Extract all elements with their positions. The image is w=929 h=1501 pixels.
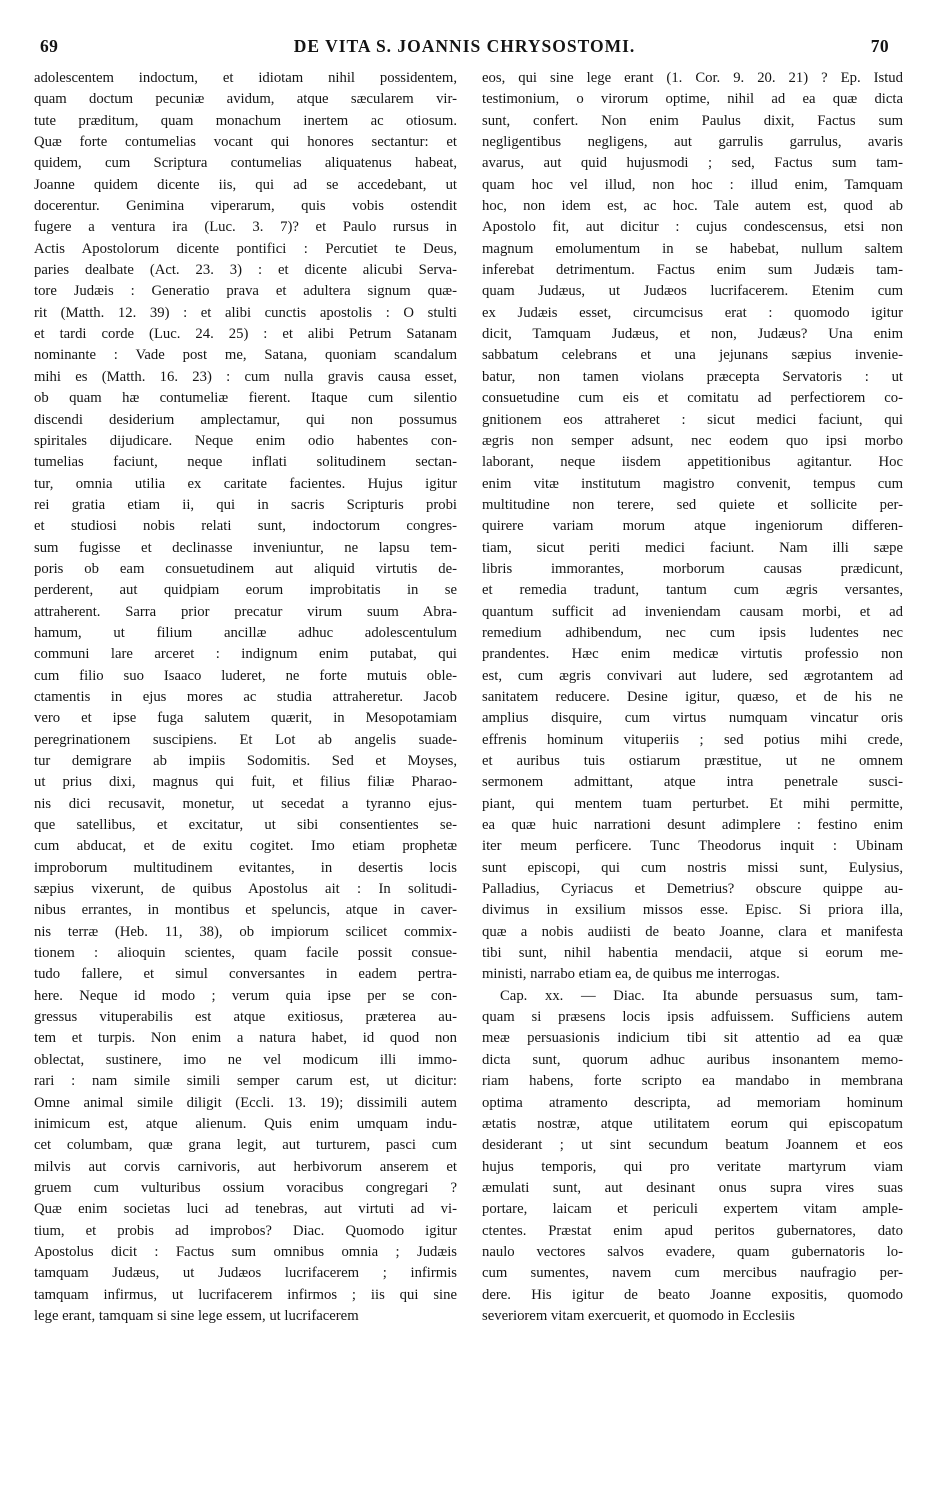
- text-line: Quæ enim societas luci ad tenebras, aut virtuti ad vi-: [34, 1201, 457, 1218]
- text-line: tamquam infirmus, ut lucrifacerem infirmos ; iis qui sine: [34, 1286, 457, 1303]
- text-line: et auribus tuis ostiarum præstitue, ut ne omnem: [482, 753, 903, 769]
- text-line: æmulati sunt, aut desinant onus supra vires suas: [482, 1179, 903, 1196]
- text-line: sunt, confert. Non enim Paulus dixit, Factus sum: [482, 112, 903, 129]
- page-header: [40, 36, 889, 60]
- text-line: tem et turpis. Non enim a natura habet, id quod non: [34, 1030, 457, 1047]
- text-line: riam habens, forte scripto ea mandabo in membrana: [482, 1073, 903, 1090]
- text-line: quantum sufficit ad inveniendam causam morbi, et ad: [482, 603, 903, 620]
- text-line: hujus temporis, qui pro veritate martyrum viam: [482, 1158, 903, 1175]
- text-line: Joanne quidem dicente iis, qui ad se accedebant, ut: [34, 176, 457, 193]
- text-line: avarus, aut quid hujusmodi ; sed, Factus sum tam-: [482, 155, 903, 172]
- text-line: mihi es (Matth. 16. 23) : cum nulla gravis causa esset,: [34, 368, 457, 385]
- text-line: batur, non tamen violans præcepta Servatoris : ut: [482, 368, 903, 385]
- text-line: sermonem admittant, atque intra penetrale susci-: [482, 774, 903, 791]
- text-line: Palladius, Cyriacus et Demetrius? obscure quippe au-: [482, 881, 903, 898]
- text-line: dere. His igitur de beato Joanne expositis, quomodo: [482, 1286, 903, 1303]
- text-line: iter meum perficere. Tunc Theodorus inquit : Ubinam: [482, 838, 903, 855]
- page-number-left: 69: [40, 36, 59, 56]
- text-line: adolescentem indoctum, et idiotam nihil possidentem,: [34, 70, 457, 86]
- text-line: quam doctum pecuniæ avidum, atque sæcularem vir-: [34, 91, 457, 108]
- text-line: ut prius dixi, magnus qui fuit, et filius filiæ Pharao-: [34, 774, 457, 791]
- text-line: rit (Matth. 12. 39) : et alibi cunctis apostolis : O stulti: [34, 304, 457, 321]
- text-line: Quæ forte contumelias vocant qui honores sectantur: et: [34, 134, 457, 151]
- text-line: improborum multitudinem evitantes, in desertis locis: [34, 859, 457, 876]
- text-line: amplius disquire, cum virtus numquam vincatur oris: [482, 710, 903, 727]
- text-line: quam si præsens locis ipsis adfuissem. Sufficiens autem: [482, 1009, 903, 1026]
- text-line: tiam, sicut periti medici faciunt. Nam illi sæpe: [482, 539, 903, 556]
- text-line: cum abducat, et de exitu cogitet. Imo etiam prophetæ: [34, 838, 457, 855]
- text-line: Actis Apostolorum dicente pontifici : Percutiet te Deus,: [34, 240, 457, 257]
- text-line: ægris non semper adsunt, nec eodem quo ipsi morbo: [482, 432, 903, 449]
- text-line: multitudine non terere, sed quiete et sollicite per-: [482, 496, 903, 513]
- text-line: gruem cum vulturibus ossium voracibus congregari ?: [34, 1179, 457, 1196]
- text-line: tibi sunt, nihil habentia mendacii, atque si eorum me-: [482, 945, 903, 962]
- text-line: tur demigrare ab impiis Sodomitis. Sed et Moyses,: [34, 753, 457, 769]
- text-line: eos, qui sine lege erant (1. Cor. 9. 20. 21) ? Ep. Istud: [482, 70, 903, 86]
- text-line: Omne animal simile diligit (Eccli. 13. 19); dissimili autem: [34, 1094, 457, 1111]
- text-line: dicit, Tamquam Judæus, et non, Judæus? Una enim: [482, 326, 903, 343]
- text-line: remedium adhibendum, nec cum ipsis ludentes nec: [482, 624, 903, 641]
- text-line: cum sumentes, navem cum mercibus naufragio per-: [482, 1265, 903, 1282]
- text-line: gnitionem eos attraheret : sicut medici faciunt, qui: [482, 411, 903, 428]
- text-line: portare, laicam et periculi expertem vitam ample-: [482, 1201, 903, 1218]
- text-line: consuetudine cum eis et comitatu ad perfectiorem co-: [482, 390, 903, 407]
- running-title: DE VITA S. JOANNIS CHRYSOSTOMI.: [293, 36, 636, 56]
- text-line: perderent, aut quidpiam eorum improbitatis in se: [34, 582, 457, 599]
- text-line: nis terræ (Heb. 11, 38), ob impiorum scilicet commix-: [34, 923, 457, 940]
- text-line: negligentibus negligens, aut garrulis garrulus, avaris: [482, 134, 903, 151]
- text-line: tore Judæis : Generatio prava et adultera signum quæ-: [34, 283, 457, 300]
- text-line: here. Neque id modo ; verum quia ipse per se con-: [34, 987, 457, 1004]
- text-line: ctamentis in ejus mores ac studia attraheretur. Jacob: [34, 688, 457, 705]
- text-line: rari : nam simile simili semper carum est, ut dicitur:: [34, 1073, 457, 1090]
- text-line: tute præditum, quam monachum inertem ac otiosum.: [34, 112, 457, 129]
- text-line: Apostolus dicit : Factus sum omnibus omnia ; Judæis: [34, 1243, 457, 1260]
- text-line: Apostolo fit, aut dicitur : cujus condescensus, etsi non: [482, 219, 903, 236]
- text-line: ministi, narrabo etiam ea, de quibus me interrogas.: [482, 966, 780, 983]
- text-line: nominante : Vade post me, Satana, quoniam scandalum: [34, 347, 457, 364]
- text-line: sabbatum celebrans et una jejunans sæpius invenie-: [482, 347, 903, 364]
- text-line: inimicum est, atque alienum. Quis enim umquam indu-: [34, 1115, 457, 1132]
- text-line: docerentur. Genimina viperarum, quis vobis ostendit: [34, 198, 457, 215]
- text-line: testimonium, o virorum optime, nihil ad ea quæ dicta: [482, 91, 903, 108]
- text-column-right: [482, 68, 903, 1327]
- text-line: est, cum ægris convivari aut ludere, sed ægrotantem ad: [482, 667, 903, 684]
- text-line: ob quam hæ contumeliæ fierent. Itaque cum silentio: [34, 390, 457, 407]
- text-line: hamum, ut filium ancillæ adhuc adolescentulum: [34, 624, 457, 641]
- text-line: poris ob eam consuetudinem aut aliquid virtutis de-: [34, 560, 457, 577]
- text-line: oblectat, sustinere, imo ne vel modicum illi immo-: [34, 1051, 457, 1068]
- text-line: discendi desiderium amplectamur, qui non possumus: [34, 411, 457, 428]
- text-line: quidem, cum Scriptura contumelias aliquatenus habeat,: [34, 155, 457, 172]
- text-line: divimus in exsilium missos esse. Episc. Si priora illa,: [482, 902, 903, 919]
- text-line: tudo fallere, et simul conversantes in eadem pertra-: [34, 966, 457, 983]
- page-number-right: 70: [870, 36, 889, 56]
- text-line: et remedia tradunt, tantum cum ægris versantes,: [482, 582, 903, 599]
- text-line: nibus errantes, in montibus et speluncis, atque in caver-: [34, 902, 457, 919]
- text-line: Cap. xx. — Diac. Ita abunde persuasus sum, tam-: [500, 987, 903, 1004]
- text-line: dicta sunt, quorum adhuc auribus insonantem memo-: [482, 1051, 903, 1068]
- text-line: quæ a nobis audiisti de beato Joanne, clara et manifesta: [482, 923, 903, 940]
- text-line: tium, et probis ad improbos? Diac. Quomodo igitur: [34, 1222, 457, 1239]
- text-line: tumelias faciunt, neque inflati solitudinem sectan-: [34, 454, 457, 471]
- text-line: gressus vituperabilis est atque exitiosus, præterea au-: [34, 1009, 457, 1026]
- text-line: sæpius vixerunt, de quibus Apostolus ait : In solitudi-: [34, 881, 457, 898]
- text-line: paries dealbate (Act. 23. 3) : et dicente alicubi Serva-: [34, 262, 457, 279]
- text-line: tur, omnia utilia ex caritate facientes. Hujus igitur: [34, 475, 457, 492]
- text-line: piant, qui mentem tuam perturbet. Et mihi permitte,: [482, 795, 903, 812]
- text-line: fugere a ventura ira (Luc. 3. 7)? et Paulo rursus in: [34, 219, 457, 236]
- text-line: naulo vectores salvos evadere, quam gubernatoris lo-: [482, 1243, 903, 1260]
- text-line: enim vitæ institutum magistro convenit, tempus cum: [482, 475, 903, 492]
- text-line: communi lare arceret : indignum enim putabat, qui: [34, 646, 457, 663]
- text-line: severiorem vitam exercuerit, et quomodo in Ecclesiis: [482, 1307, 795, 1324]
- text-line: inferebat detrimentum. Factus enim sum Judæis tam-: [482, 262, 903, 279]
- text-line: libris immorantes, morborum causas prædicunt,: [482, 560, 903, 577]
- text-line: optima atramento descripta, ad memoriam hominum: [482, 1094, 903, 1111]
- text-line: quam Judæus, ut Judæos lucrifacerem. Etenim cum: [482, 283, 903, 300]
- text-line: tionem : alioquin scientes, quam facile possit consue-: [34, 945, 457, 962]
- text-line: tamquam Judæus, ut Judæos lucrifacerem ; infirmis: [34, 1265, 457, 1282]
- text-line: cum filio suo Isaaco luderet, ne forte mutuis oble-: [34, 667, 457, 684]
- text-line: et studiosi nobis relati sunt, indoctorum congres-: [34, 518, 457, 535]
- text-line: sunt episcopi, qui cum nostris missi sunt, Eulysius,: [482, 859, 903, 876]
- text-line: milvis aut corvis carnivoris, aut herbivorum anserem et: [34, 1158, 457, 1175]
- text-line: spiritales dijudicare. Neque enim odio habentes con-: [34, 432, 457, 449]
- text-line: nis dici recusavit, monetur, ut secedat a tyranno ejus-: [34, 795, 457, 812]
- text-line: peregrinationem suscipiens. Et Lot ab angelis suade-: [34, 731, 457, 748]
- text-line: vero et ipse fuga salutem quærit, in Mesopotamiam: [34, 710, 457, 727]
- text-line: laborant, neque iisdem appetitionibus agitantur. Hoc: [482, 454, 903, 471]
- text-line: magnum emolumentum in se habebat, nullum saltem: [482, 240, 903, 257]
- text-line: et tardi corde (Luc. 24. 25) : et alibi Petrum Satanam: [34, 326, 457, 343]
- text-line: ctentes. Præstat enim apud peritos gubernatores, dato: [482, 1222, 903, 1239]
- text-line: ætatis nostræ, atque utilitatem eorum qui episcopatum: [482, 1115, 903, 1132]
- text-line: lege erant, tamquam si sine lege essem, ut lucrifacerem: [34, 1307, 359, 1324]
- text-column-left: [34, 68, 457, 1327]
- text-line: quirere variam morum atque ingeniorum differen-: [482, 518, 903, 535]
- text-line: desiderant ; ut sint secundum beatum Joannem et eos: [482, 1137, 903, 1154]
- text-line: quam hoc vel illud, non hoc : illud enim, Tamquam: [482, 176, 903, 193]
- text-line: cet columbam, quæ grana legit, aut turturem, pasci cum: [34, 1137, 457, 1154]
- text-line: rei gratia etiam ii, qui in sacris Scripturis probi: [34, 496, 457, 513]
- text-line: effrenis hominum vituperiis ; sed potius mihi crede,: [482, 731, 903, 748]
- text-line: attraherent. Sarra prior precatur virum suum Abra-: [34, 603, 457, 620]
- text-line: que satellibus, et excitatur, ut sibi consentientes se-: [34, 817, 457, 834]
- text-line: sanitatem reducere. Desine igitur, quæso, et de his ne: [482, 688, 903, 705]
- text-line: hoc, non idem est, ac hoc. Tale autem est, quod ab: [482, 198, 903, 215]
- text-line: meæ persuasionis indicium tibi sit attentio ad ea quæ: [482, 1030, 903, 1047]
- text-line: ex Judæis esset, circumcisus erat : quomodo igitur: [482, 304, 903, 321]
- text-line: sum fugisse et declinasse inveniuntur, ne lapsu tem-: [34, 539, 457, 556]
- text-line: prandentes. Hæc enim medicæ virtutis professio non: [482, 646, 903, 663]
- text-line: ea quæ huic narrationi desunt adimplere : festino enim: [482, 817, 903, 834]
